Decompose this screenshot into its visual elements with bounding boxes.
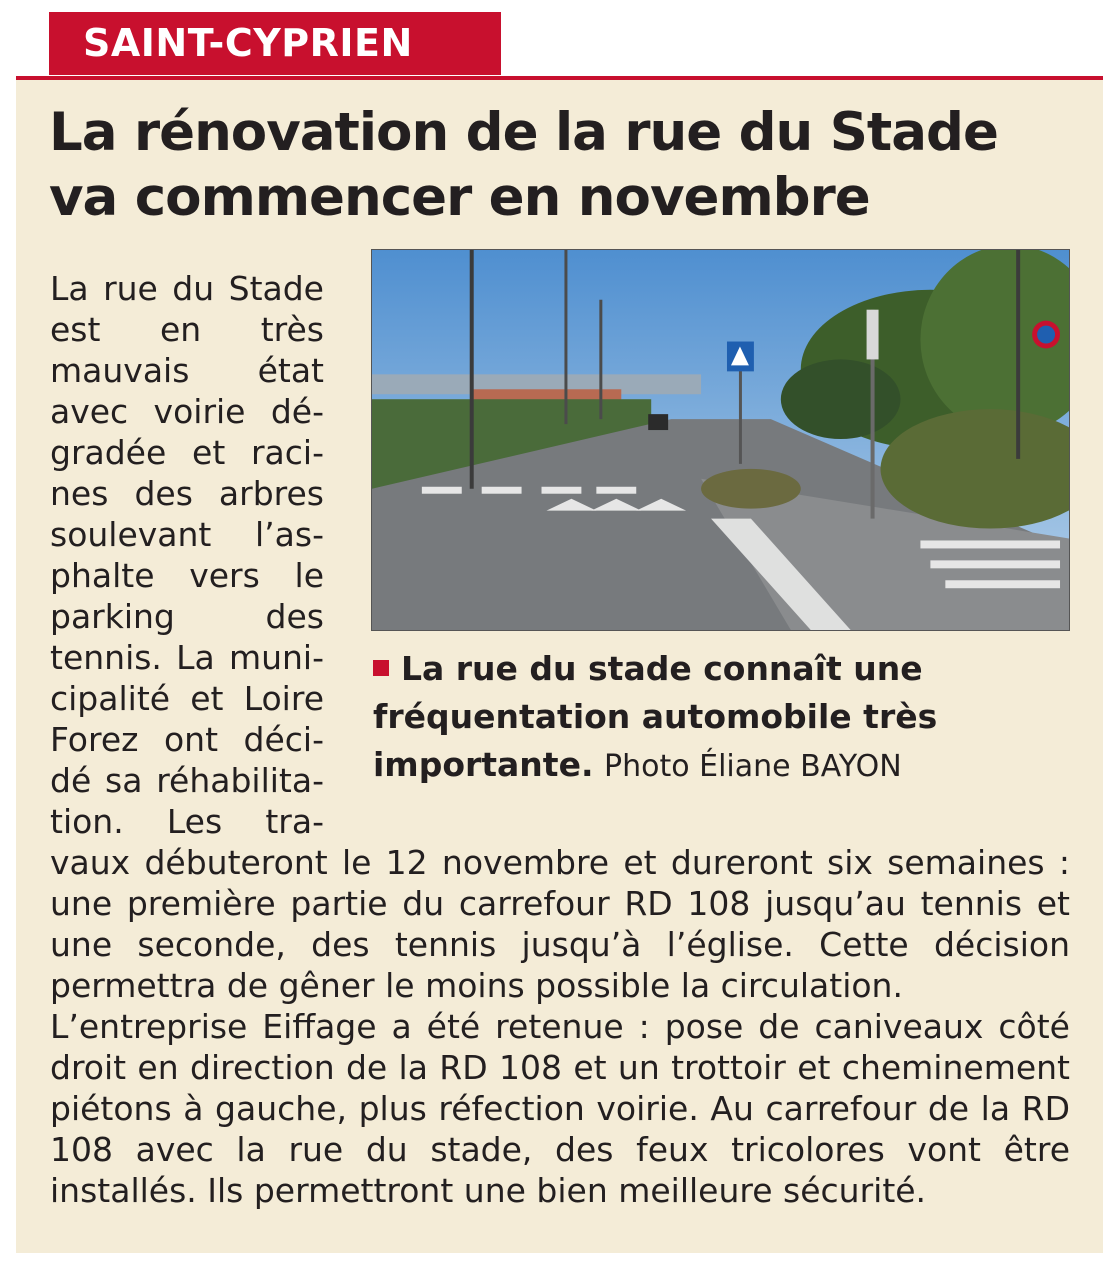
article-line: soulevant l’as- bbox=[50, 515, 324, 554]
street-photo bbox=[371, 249, 1070, 631]
article-line: installés. Ils permettront une bien meilleure sécurité. bbox=[50, 1171, 927, 1210]
article-line: permettra de gêner le moins possible la circulation. bbox=[50, 966, 903, 1005]
article-line: tennis. La muni- bbox=[50, 638, 324, 677]
article-line: droit en direction de la RD 108 et un trottoir et cheminement bbox=[50, 1048, 1070, 1087]
caption-bullet-icon bbox=[373, 660, 389, 676]
article-line: phalte vers le bbox=[50, 556, 324, 595]
article-line: une seconde, des tennis jusqu’à l’église. Cette décision bbox=[50, 925, 1070, 964]
caption-line-2: fréquentation automobile très bbox=[373, 697, 938, 736]
photo-caption bbox=[373, 645, 1073, 791]
article-line: vaux débuteront le 12 novembre et dureront six semaines : bbox=[50, 843, 1070, 882]
article-line: cipalité et Loire bbox=[50, 679, 324, 718]
article-body bbox=[50, 842, 1070, 1211]
article-line: 108 avec la rue du stade, des feux tricolores vont être bbox=[50, 1130, 1070, 1169]
article-line: tion. Les tra- bbox=[50, 802, 324, 841]
article-line: une première partie du carrefour RD 108 jusqu’au tennis et bbox=[50, 884, 1070, 923]
article-line: nes des arbres bbox=[50, 474, 324, 513]
article-intro-column bbox=[50, 268, 324, 842]
article-line: dé sa réhabilita- bbox=[50, 761, 324, 800]
article-line: parking des bbox=[50, 597, 324, 636]
article-line: La rue du Stade bbox=[50, 269, 324, 308]
article-line: gradée et raci- bbox=[50, 433, 324, 472]
caption-line-3: importante. bbox=[373, 745, 594, 784]
headline-line-2: va commencer en novembre bbox=[49, 167, 870, 228]
article-line: mauvais état bbox=[50, 351, 324, 390]
street-photo-illustration bbox=[372, 250, 1069, 630]
article-line: L’entreprise Eiffage a été retenue : pose de caniveaux côté bbox=[50, 1007, 1070, 1046]
article-line: piétons à gauche, plus réfection voirie. Au carrefour de la RD bbox=[50, 1089, 1070, 1128]
caption-line-1: La rue du stade connaît une bbox=[401, 649, 923, 688]
article-line: Forez ont déci- bbox=[50, 720, 324, 759]
article-line: est en très bbox=[50, 310, 324, 349]
headline-line-1: La rénovation de la rue du Stade bbox=[49, 102, 998, 163]
photo-credit: Photo Éliane BAYON bbox=[604, 749, 902, 784]
headline bbox=[49, 100, 1089, 230]
section-tag: SAINT-CYPRIEN bbox=[49, 12, 501, 75]
article-line: avec voirie dé- bbox=[50, 392, 324, 431]
